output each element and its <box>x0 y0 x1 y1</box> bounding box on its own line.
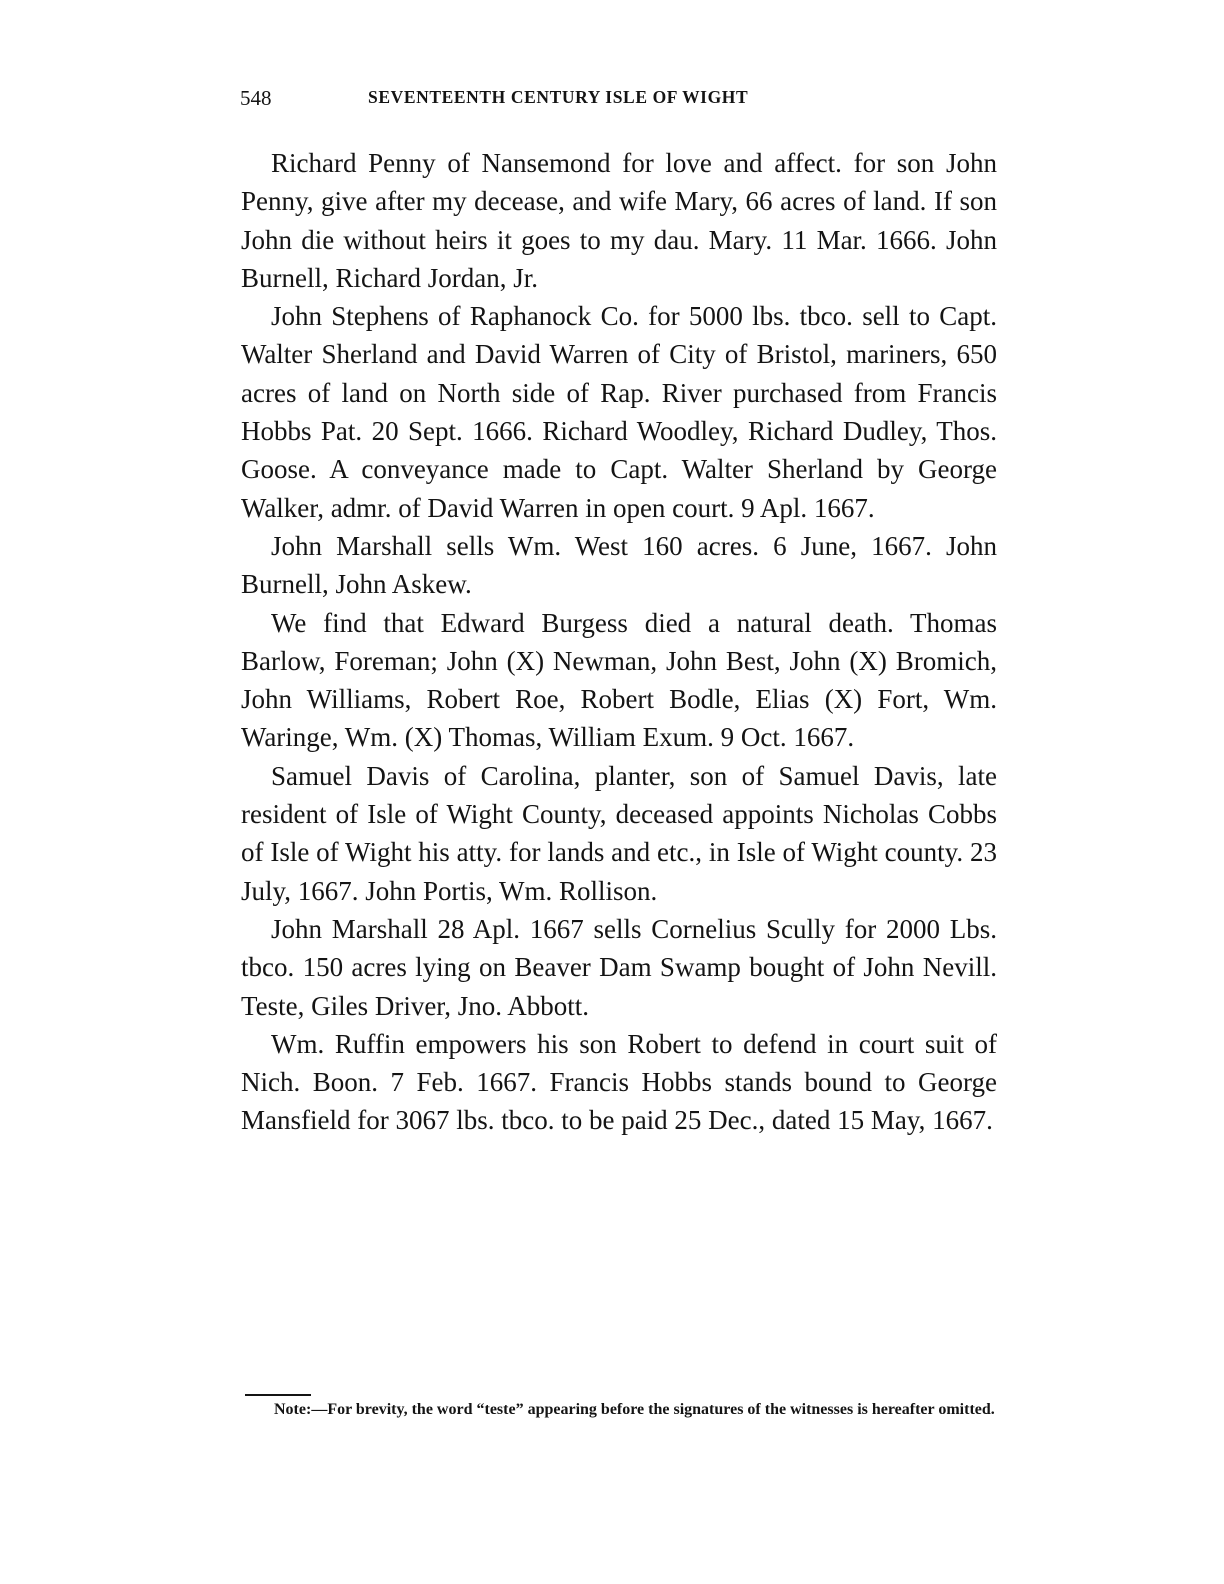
paragraph-burgess-inquest: We find that Edward Burgess died a natural death. Thomas Barlow, Foreman; John (X) Newman, John Best, John (X) Bromich, John Williams, Robert Roe, Robert Bodle, Elias (X) Fort, Wm. Waringe, Wm. (X) Thomas, William Exum. 9 Oct. 1667. <box>241 607 997 753</box>
running-head <box>240 86 1000 116</box>
paragraph-marshall-scully: John Marshall 28 Apl. 1667 sells Cornelius Scully for 2000 Lbs. tbco. 150 acres lying on Beaver Dam Swamp bought of John Nevill. Teste, Giles Driver, Jno. Abbott. <box>241 913 997 1021</box>
paragraph-ruffin-hobbs: Wm. Ruffin empowers his son Robert to defend in court suit of Nich. Boon. 7 Feb. 1667. Francis Hobbs stands bound to George Mansfield for 3067 lbs. tbco. to be paid 25 Dec., dated 15 May, 1667. <box>241 1028 997 1136</box>
paragraph-penny-deed: Richard Penny of Nansemond for love and affect. for son John Penny, give after my decease, and wife Mary, 66 acres of land. If son John die without heirs it goes to my dau. Mary. 11 Mar. 1666. John Burnell, Richard Jordan, Jr. <box>241 148 997 293</box>
footnote-text: Note:—For brevity, the word “teste” appearing before the signatures of the witnesses is hereafter omitted. <box>274 1401 995 1418</box>
body-text <box>241 144 997 1140</box>
running-title: SEVENTEENTH CENTURY ISLE OF WIGHT <box>368 87 749 107</box>
paragraph-stephens-sale: John Stephens of Raphanock Co. for 5000 lbs. tbco. sell to Capt. Walter Sherland and David Warren of City of Bristol, mariners, 650 acres of land on North side of Rap. River purchased from Francis Hobbs Pat. 20 Sept. 1666. Richard Woodley, Richard Dudley, Thos. Goose. A conveyance made to Capt. Walter Sherland by George Walker, admr. of David Warren in open court. 9 Apl. 1667. <box>241 301 997 523</box>
page-number: 548 <box>240 86 272 110</box>
paragraph-marshall-west: John Marshall sells Wm. West 160 acres. 6 June, 1667. John Burnell, John Askew. <box>241 530 997 600</box>
footnote <box>246 1400 1008 1420</box>
footnote-divider <box>245 1394 311 1396</box>
paragraph-davis-attorney: Samuel Davis of Carolina, planter, son of Samuel Davis, late resident of Isle of Wight County, deceased appoints Nicholas Cobbs of Isle of Wight his atty. for lands and etc., in Isle of Wight county. 23 July, 1667. John Portis, Wm. Rollison. <box>241 760 997 906</box>
